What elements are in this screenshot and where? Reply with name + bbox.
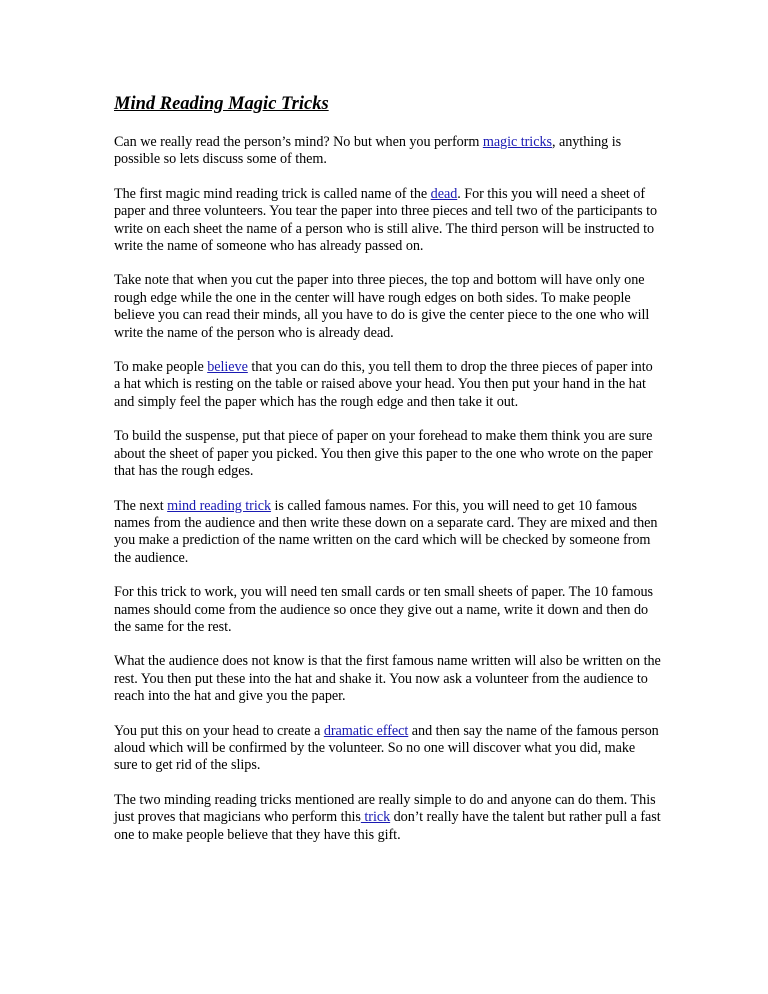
paragraph-text: Can we really read the person’s mind? No but when you perform xyxy=(114,134,483,150)
paragraph-believe xyxy=(114,359,662,411)
paragraph-audience-secret: What the audience does not know is that the first famous name written will also be written on the rest. You then put these into the hat and shake it. You now ask a volunteer from the audience to reach into the hat and give you the paper. xyxy=(114,653,661,705)
link-trick[interactable]: trick xyxy=(360,809,391,826)
paragraph-text: . For this you will need a sheet of paper and three volunteers. You tear the paper into three pieces and tell two of the participants to write on each sheet the name of a person who is still alive. The third person will be instructed to write the name of someone who has already passed on. xyxy=(114,185,658,255)
paragraph-suspense: To build the suspense, put that piece of paper on your forehead to make them think you are sure about the sheet of paper you picked. You then give this paper to the one who wrote on the paper that has the rough edges. xyxy=(114,428,653,480)
paragraph-text: and then say the name of the famous person aloud which will be confirmed by the volunteer. So no one will discover what you did, make sure to get rid of the slips. xyxy=(114,722,659,774)
document-title: Mind Reading Magic Tricks xyxy=(114,94,329,114)
paragraph-text: is called famous names. For this, you will need to get 10 famous names from the audience and then write these down on a separate card. They are mixed and then you make a prediction of the name written on the card which will be checked by someone from the audience. xyxy=(114,497,658,566)
link-mind-reading-trick[interactable]: mind reading trick xyxy=(167,497,272,514)
paragraph-conclusion xyxy=(114,792,662,844)
paragraph-name-of-dead xyxy=(114,186,662,256)
paragraph-text: To make people xyxy=(114,359,208,376)
paragraph-text: You put this on your head to create a xyxy=(114,722,324,739)
link-dead[interactable]: dead xyxy=(430,185,458,202)
paragraph-text: The first magic mind reading trick is called name of the xyxy=(114,185,431,202)
paragraph-famous-names xyxy=(114,498,662,568)
paragraph-rough-edges: Take note that when you cut the paper into three pieces, the top and bottom will have only one rough edge while the one in the center will have rough edges on both sides. To make people believe you can read their minds, all you have to do is give the center piece to the one who will write the name of the person who is already dead. xyxy=(114,272,650,341)
link-believe[interactable]: believe xyxy=(207,359,248,376)
paragraph-text: that you can do this, you tell them to drop the three pieces of paper into a hat which is resting on the table or raised above your head. You then put your hand in the hat and simply feel the paper which has the rough edge and then take it out. xyxy=(114,359,653,410)
paragraph-dramatic-effect xyxy=(114,723,662,775)
link-dramatic-effect[interactable]: dramatic effect xyxy=(323,722,409,739)
paragraph-text: don’t really have the talent but rather pull a fast one to make people believe that they have this gift. xyxy=(114,809,661,843)
paragraph-text: , anything is possible so lets discuss some of them. xyxy=(114,134,622,168)
paragraph-text: The next xyxy=(114,497,168,514)
paragraph-ten-cards: For this trick to work, you will need ten small cards or ten small sheets of paper. The 10 famous names should come from the audience so once they give out a name, write it down and then do the same for the rest. xyxy=(114,584,654,635)
document-page xyxy=(114,93,662,861)
paragraph-intro xyxy=(114,134,662,169)
link-magic-tricks[interactable]: magic tricks xyxy=(482,134,552,150)
paragraph-text: The two minding reading tricks mentioned are really simple to do and anyone can do them. This just proves that magicians who perform this xyxy=(114,791,656,826)
